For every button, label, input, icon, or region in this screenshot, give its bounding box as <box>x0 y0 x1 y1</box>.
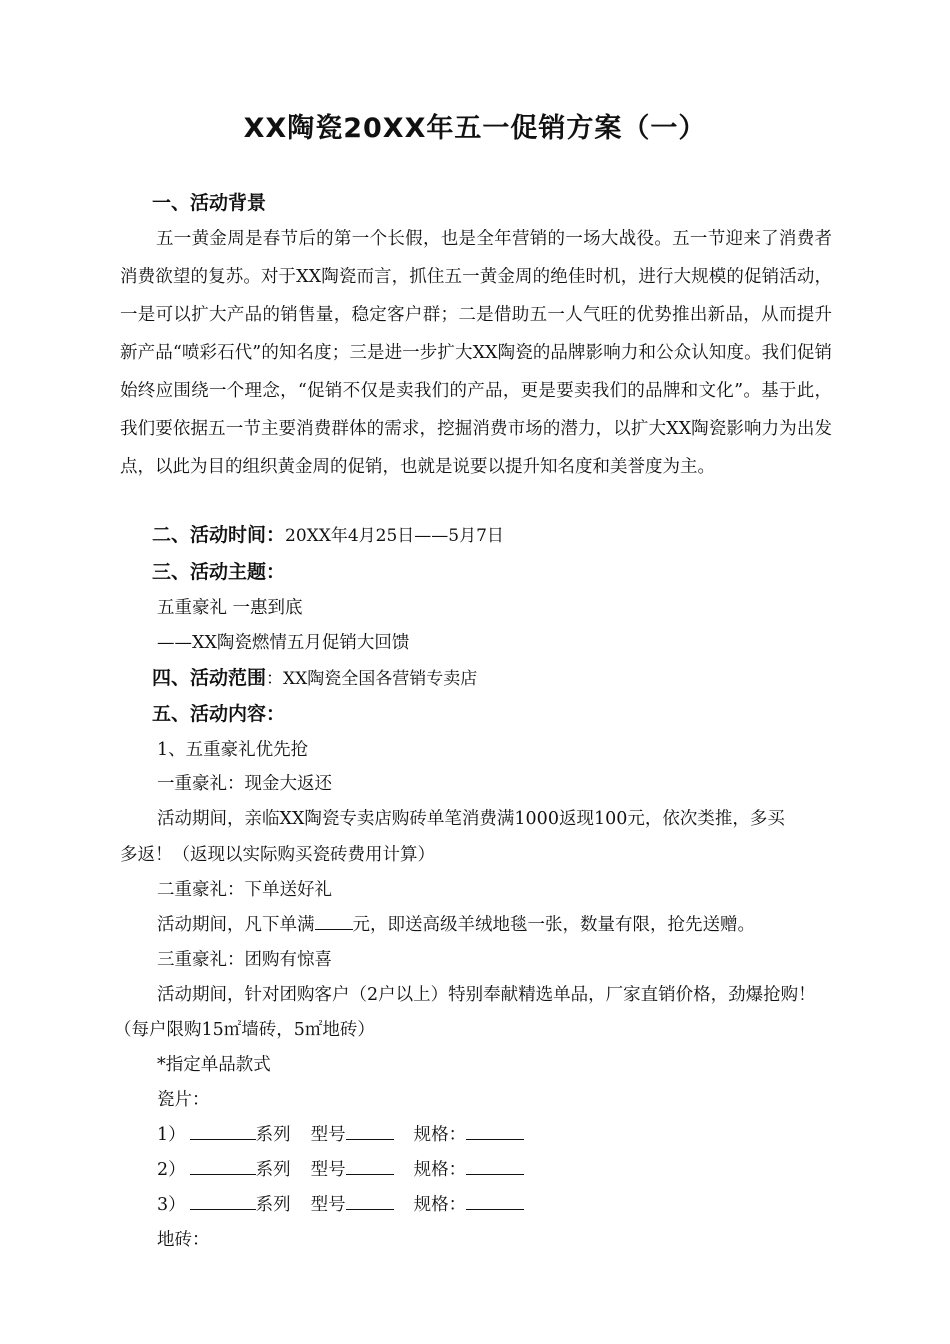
row-number: 1） <box>157 1125 186 1145</box>
spec-label: 规格： <box>413 1160 467 1180</box>
gift3-line-2: （每户限购15㎡墙砖，5㎡地砖） <box>114 1020 375 1040</box>
theme-line-1: 五重豪礼 一惠到底 <box>157 598 303 618</box>
row-number: 3） <box>157 1195 186 1215</box>
designated-items: *指定单品款式 <box>157 1055 271 1075</box>
section-heading-theme: 三、活动主题： <box>152 561 286 583</box>
series-blank <box>190 1156 256 1175</box>
gift1-line-2: 多返！（返现以实际购买瓷砖费用计算） <box>120 845 435 865</box>
gift2-title: 二重豪礼：下单送好礼 <box>157 880 332 900</box>
gift1-line-1: 活动期间，亲临XX陶瓷专卖店购砖单笔消费满1000返现100元，依次类推，多买 <box>157 809 785 829</box>
gift3-line-1: 活动期间，针对团购客户（2户以上）特别奉献精选单品，厂家直销价格，劲爆抢购！ <box>157 985 816 1005</box>
series-label: 系列 <box>255 1160 291 1180</box>
time-value: 20XX年4月25日——5月7日 <box>285 526 504 546</box>
floor-tiles-label: 地砖： <box>157 1230 210 1250</box>
scope-value: ：XX陶瓷全国各营销专卖店 <box>266 669 478 689</box>
time-label: 二、活动时间： <box>152 524 286 546</box>
model-label: 型号 <box>310 1125 346 1145</box>
tile-row-1 <box>157 1121 524 1146</box>
spec-blank <box>466 1121 524 1140</box>
section-heading-background: 一、活动背景 <box>152 192 267 214</box>
spec-blank <box>466 1191 524 1210</box>
tile-row-3 <box>157 1191 524 1216</box>
gift2-post: 元，即送高级羊绒地毯一张，数量有限，抢先送赠。 <box>352 915 755 935</box>
section-heading-scope <box>152 663 477 690</box>
row-number: 2） <box>157 1160 186 1180</box>
theme-line-2: ——XX陶瓷燃情五月促销大回馈 <box>157 633 410 653</box>
section-heading-time <box>152 520 504 547</box>
gift3-title: 三重豪礼：团购有惊喜 <box>157 950 332 970</box>
spec-blank <box>466 1156 524 1175</box>
section-heading-content: 五、活动内容： <box>152 703 286 725</box>
series-label: 系列 <box>255 1125 291 1145</box>
tiles-label: 瓷片： <box>157 1090 210 1110</box>
series-label: 系列 <box>255 1195 291 1215</box>
model-blank <box>346 1191 394 1210</box>
gift2-pre: 活动期间，凡下单满 <box>157 915 315 935</box>
amount-blank <box>315 911 353 930</box>
spec-label: 规格： <box>413 1195 467 1215</box>
series-blank <box>190 1121 256 1140</box>
gift1-title: 一重豪礼：现金大返还 <box>157 774 332 794</box>
background-paragraph: 五一黄金周是春节后的第一个长假，也是全年营销的一场大战役。五一节迎来了消费者消费欲望的复苏。对于XX陶瓷而言，抓住五一黄金周的绝佳时机，进行大规模的促销活动，一是可以扩大产品的销售量，稳定客户群；二是借助五一人气旺的优势推出新品，从而提升新产品“喷彩石代”的知名度；三是进一步扩大XX陶瓷的品牌影响力和公众认知度。我们促销始终应围绕一个理念，“促销不仅是卖我们的产品，更是要卖我们的品牌和文化”。基于此，我们要依据五一节主要消费群体的需求，挖掘消费市场的潜力，以扩大XX陶瓷影响力为出发点，以此为目的组织黄金周的促销，也就是说要以提升知名度和美誉度为主。 <box>120 229 832 477</box>
model-label: 型号 <box>310 1195 346 1215</box>
series-blank <box>190 1191 256 1210</box>
model-blank <box>346 1156 394 1175</box>
gift2-line <box>157 911 755 936</box>
model-blank <box>346 1121 394 1140</box>
scope-label: 四、活动范围 <box>152 667 267 689</box>
tile-row-2 <box>157 1156 524 1181</box>
spec-label: 规格： <box>413 1125 467 1145</box>
content-item-1: 1、五重豪礼优先抢 <box>157 740 309 760</box>
document-title: XX陶瓷20XX年五一促销方案（一） <box>243 113 707 144</box>
model-label: 型号 <box>310 1160 346 1180</box>
